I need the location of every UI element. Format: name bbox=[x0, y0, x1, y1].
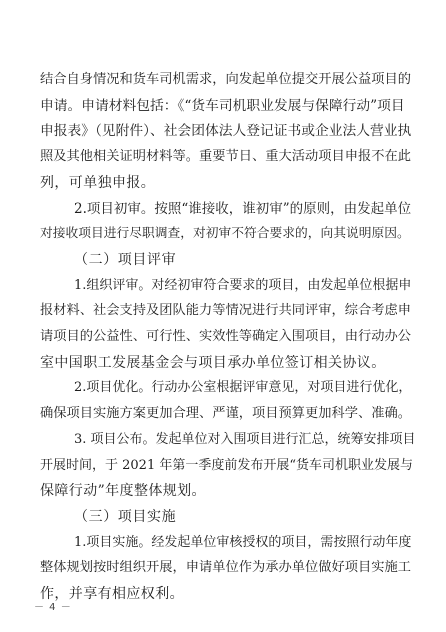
text-line: 保障行动”年度整体规划。 bbox=[40, 483, 206, 500]
text-line: 结合自身情况和货车司机需求，向发起单位提交开展公益项目的 bbox=[40, 72, 412, 87]
section-heading: （二）项目评审 bbox=[74, 251, 177, 268]
text-line: 2.项目优化。行动办公室根据评审意见，对项目进行优化， bbox=[74, 380, 412, 396]
text-line: 对接收项目进行尽职调查，对初审不符合要求的，向其说明原因。 bbox=[40, 226, 410, 242]
text-line: 列，可单独申报。 bbox=[40, 174, 156, 191]
section-heading: （三）项目实施 bbox=[74, 508, 177, 525]
text-line: 2.项目初审。按照“谁接收，谁初审”的原则，由发起单位 bbox=[74, 200, 412, 217]
text-line: 3. 项目公布。发起单位对入围项目进行汇总，统筹安排项目 bbox=[74, 431, 416, 447]
text-line: 室中国职工发展基金会与项目承办单位签订相关协议。 bbox=[40, 354, 386, 371]
text-line: 请项目的公益性、可行性、实效性等确定入围项目，由行动办公 bbox=[40, 329, 412, 344]
text-line: 申报表》（见附件）、社会团体法人登记证书或企业法人营业执 bbox=[40, 123, 412, 140]
text-line: 作，并享有相应权利。 bbox=[40, 586, 184, 602]
text-line: 1.项目实施。经发起单位审核授权的项目，需按照行动年度 bbox=[74, 534, 412, 550]
text-line: 1.组织评审。对经初审符合要求的项目，由发起单位根据申 bbox=[74, 277, 412, 293]
page-number: － 4 － bbox=[34, 602, 72, 613]
text-line: 开展时间，于 2021 年第一季度前发布开展“货车司机职业发展与 bbox=[40, 457, 413, 473]
text-line: 申请。申请材料包括：《“货车司机职业发展与保障行动”项目 bbox=[40, 97, 405, 114]
text-line: 报材料、社会支持及团队能力等情况进行共同评审，综合考虑申 bbox=[40, 303, 412, 319]
text-line: 整体规划按时组织开展，申请单位作为承办单位做好项目实施工 bbox=[40, 560, 412, 576]
text-line: 照及其他相关证明材料等。重要节日、重大活动项目申报不在此 bbox=[40, 149, 412, 165]
text-line: 确保项目实施方案更加合理、严谨，项目预算更加科学、准确。 bbox=[40, 406, 412, 422]
